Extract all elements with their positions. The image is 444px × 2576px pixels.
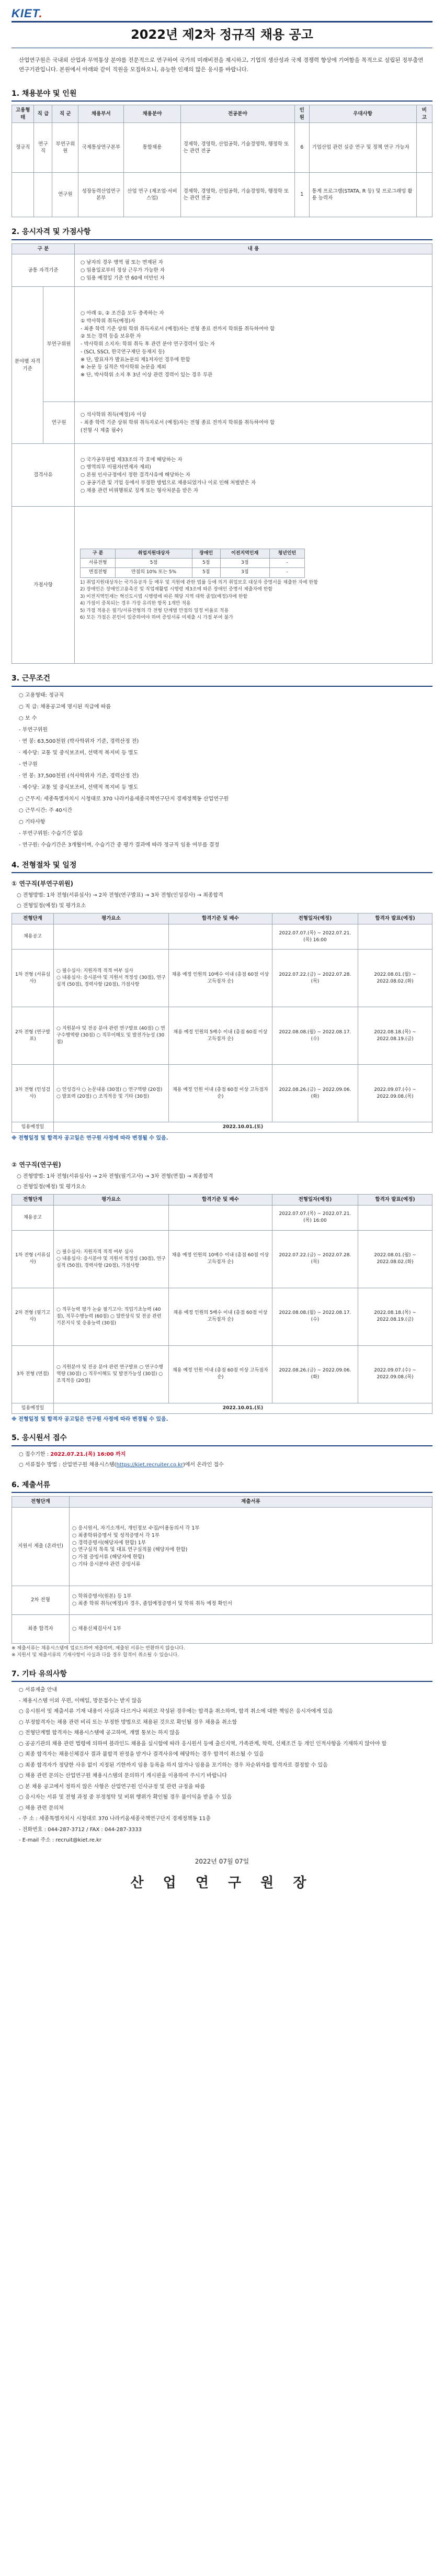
appoint-label: 임용예정일 [12,1403,54,1413]
documents-item: ○ 가점 증빙서류 (해당자에 한함) [72,1554,144,1560]
bonus-header: 취업지원대상자 [116,549,192,559]
condition-line: - 연구원: 수습기간은 3개월이며, 수습기간 중 평가 결과에 따라 정규직 임용 여부를 결정 [19,842,220,848]
step-cell-date: 2022.07.22.(금) ~ 2022.07.28.(목) [272,950,358,1007]
notes-list [12,1685,432,1846]
step-cell-eval: ○ 지원분야 및 전공 분야 관련 연구발표 (40점) ○ 연구수행역량 (30점) ○ 직무이해도 및 발전가능성 (30점) [54,1007,169,1065]
table-header: 합격기준 및 배수 [169,1195,272,1206]
step-cell-pass [169,1205,272,1230]
table-header: 전공분야 [180,105,294,123]
step-cell-eval: ○ 인성검사 ○ 논문내용 (30점) ○ 연구역량 (20점) ○ 발표력 (20점) ○ 조직적응 및 기타 (30점) [54,1065,169,1122]
note-line: ○ 최종 합격자가 정당한 사유 없이 지정된 기한까지 임용 등록을 하지 않거나 임용을 포기하는 경우 차순위자를 합격자로 결정할 수 있음 [19,1762,328,1768]
recruit-site-link[interactable]: https://kiet.recruiter.co.kr [116,1462,183,1468]
step-cell-pass: 채용 예정 인원의 5배수 이내 (총점 60점 이상 고득점자 순) [169,1007,272,1065]
step-row [12,950,432,1007]
table-header: 전형일자(예정) [272,913,358,924]
step-row [12,1205,432,1230]
field-criteria-label: 분야별 자격기준 [12,287,43,444]
conditions-list [12,690,432,851]
step-row [12,1345,432,1403]
documents-item: ○ 응시원서, 자기소개서, 개인정보 수집/이용동의서 각 1부 [72,1525,200,1531]
title-bar [12,21,432,48]
note-line: ○ 채용 관련 문의는 산업연구원 채용시스템의 문의하기 게시판을 이용하여 주시기 바랍니다 [19,1773,227,1779]
section-application [12,1433,432,1470]
process-researcher-note: ※ 전형일정 및 합격자 공고일은 연구원 사정에 따라 변경될 수 있음. [12,1416,168,1422]
step-cell-announce: 2022.08.01.(월) ~ 2022.08.02.(화) [358,1230,432,1288]
condition-line: - 연구원 [19,761,38,767]
note-line: ○ 본 채용 공고에서 정하지 않은 사항은 산업연구원 인사규정 및 관련 규정을 따름 [19,1783,205,1790]
criteria-line: - (SCI, SSCI, 한국연구재단 등재지 등) [81,349,165,355]
table-cell-group: 연구원 [52,173,78,217]
bonus-note: 2) 장애인은 장애인고용촉진 및 직업재활법 시행령 제3조에 따른 장애인 증명서 제출자에 한함 [80,587,273,592]
table-cell-note [416,123,432,173]
criteria-line: ○ 국가공무원법 제33조의 각 호에 해당하는 자 [81,456,183,463]
step-cell-announce: 2022.09.07.(수) ~ 2022.09.08.(목) [358,1345,432,1403]
appoint-label: 임용예정일 [12,1122,54,1133]
documents-note: ※ 지원서 및 제출서류의 기재사항이 사실과 다를 경우 합격이 취소될 수 있습니다. [12,1653,179,1658]
criteria-label-researcher: 연구원 [43,402,75,444]
section-title: 7. 기타 유의사항 [12,1669,432,1682]
condition-line: - 부연구위원 [19,727,48,733]
bonus-row [81,568,305,577]
table-cell-group: 부연구위원 [52,123,78,173]
criteria-line: ※ 논문 등 실적은 박사학위 논문을 제외 [81,364,166,371]
condition-line: · 연 봉: 37,500천원 (석사학위자 기준, 경력산정 전) [19,773,139,779]
note-line: - 주 소 : 세종특별자치시 시청대로 370 나라키움세종국책연구단지 경제정책동 11층 [19,1816,211,1822]
process-researcher-lines [12,1172,432,1192]
table-cell-major: 경제학, 경영학, 산업공학, 기술경영학, 행정학 또는 관련 전공 [180,123,294,173]
section-qualifications [12,227,432,664]
step-cell-eval: ○ 필수심사: 지원자격 적격 여부 심사 ○ 내용심사: 응시분야 및 지원서 적정성 (30점), 연구실적 (50점), 경력사항 (20점), 가점사항 [54,1230,169,1288]
step-cell-eval: ○ 필수심사: 지원자격 적격 여부 심사 ○ 내용심사: 응시분야 및 지원서 적정성 (30점), 연구실적 (50점), 경력사항 (20점), 가점사항 [54,950,169,1007]
table-row [12,123,432,173]
step-cell-announce [358,1205,432,1230]
bonus-cell: 5점 [116,559,192,568]
criteria-line: ○ 병역의무 미필자(면제자 제외) [81,464,151,471]
condition-line: ○ 직 급: 채용공고에 명시된 직급에 따름 [19,704,111,710]
bonus-header: 장애인 [192,549,220,559]
criteria-line: ○ 공공기관 및 기업 등에서 부정한 방법으로 채용되었거나 이로 인해 처벌받은 자 [81,479,256,486]
bonus-cell: 5점 [192,559,220,568]
page-title: 2022년 제2차 정규직 채용 공고 [131,27,313,42]
bonus-cell: - [269,559,304,568]
bonus-cell: 만점의 10% 또는 5% [116,568,192,577]
note-line: ○ 응시원서 및 제출서류 기재 내용이 사실과 다르거나 허위로 작성된 경우에는 합격을 취소하며, 합격 취소에 대한 책임은 응시자에게 있음 [19,1709,333,1715]
documents-item: ○ 채용신체검사서 1부 [72,1625,121,1632]
step-cell-stage: 1차 전형 (서류심사) [12,950,54,1007]
step-cell-stage: 2차 전형 (필기고사) [12,1288,54,1345]
step-cell-stage: 1차 전형 (서류심사) [12,1230,54,1288]
bonus-cell: - [269,568,304,577]
section-notes [12,1669,432,1846]
table-header: 전형단계 [12,1195,54,1206]
documents-table [12,1496,432,1644]
step-cell-eval [54,924,169,950]
table-cell-count: 1 [294,173,309,217]
bonus-cell: 서류전형 [81,559,116,568]
table-header: 우대사항 [309,105,416,123]
step-cell-pass: 채용 예정 인원의 10배수 이내 (총점 60점 이상 고득점자 순) [169,950,272,1007]
step-cell-date: 2022.07.07.(목) ~ 2022.07.21.(목) 16:00 [272,924,358,950]
qualifications-table [12,243,432,664]
criteria-line: - 최종 학력 기준 상위 학위 취득자로서 (예정)자는 전형 종료 전까지 학위를 취득하여야 함 [81,420,275,426]
common-criteria-label: 공통 자격기준 [12,254,75,287]
criteria-line: ○ 임용 예정일 기준 만 60세 미만인 자 [81,275,165,281]
step-row [12,1065,432,1122]
appoint-row [12,1403,432,1413]
note-line: ○ 채용 관련 문의처 [19,1805,64,1811]
step-cell-eval [54,1205,169,1230]
bonus-note: 1) 취업지원대상자는 국가유공자 등 예우 및 지원에 관한 법률 등에 의거 취업보호 대상자 증명서를 제출한 자에 한함 [80,579,318,585]
documents-row [12,1586,432,1614]
table-cell-count: 6 [294,123,309,173]
table-header: 구 분 [12,243,75,254]
step-cell-date: 2022.07.07.(목) ~ 2022.07.21.(목) 16:00 [272,1205,358,1230]
section-process [12,860,432,1424]
criteria-line: ※ 단, 발표자가 발표논문의 제1저자인 경우에 한함 [81,356,190,363]
intro-paragraph: 산업연구원은 국내외 산업과 무역통상 분야를 전문적으로 연구하여 국가의 미래비전을 제시하고, 기업의 생산성과 국제 경쟁력 향상에 기여함을 목적으로 설립된 정부출연 연구기관입니다. 본원에서 아래와 같이 직원을 모집하오니, 유능한 인재의 많은 응시를 바랍니다. [19,57,424,73]
documents-notes [12,1645,432,1659]
table-cell-type [12,173,34,217]
process-researcher-table [12,1194,432,1414]
note-line: ○ 부정합격자는 채용 관련 비리 또는 부정한 방법으로 채용된 것으로 확인될 경우 채용을 취소함 [19,1719,237,1725]
step-cell-date: 2022.08.08.(월) ~ 2022.08.17.(수) [272,1288,358,1345]
table-cell-field: 통합채용 [124,123,180,173]
bonus-cell: 면접전형 [81,568,116,577]
bonus-note: 5) 가점 적용은 필기/서류전형의 각 전형 단계별 만점의 일정 비율로 적용 [80,608,229,614]
bonus-note: 6) 모든 가점은 본인이 입증하여야 하며 증빙서류 미제출 시 가점 부여 불가 [80,615,233,620]
bonus-header: 구 분 [81,549,116,559]
process-senior-table [12,913,432,1133]
criteria-line: ○ 임용일로부터 정상 근무가 가능한 자 [81,267,165,274]
note-line: - E-mail 주소 : recruit@kiet.re.kr [19,1837,102,1844]
step-cell-eval: ○ 직무능력 평가 논술 필기고사: 직업기초능력 (40점), 직무수행능력 (60점) ○ 일반상식 및 전공 관련 기본지식 및 응용능력 (30점) [54,1288,169,1345]
note-line: ○ 공공기관의 채용 관련 법령에 의하여 블라인드 채용을 실시함에 따라 응시원서 등에 출신지역, 가족관계, 학력, 신체조건 등 개인 인적사항을 기재하지 않아야 함 [19,1741,387,1747]
documents-item: ○ 기타 응시분야 관련 증빙서류 [72,1561,141,1567]
bonus-cell: 3점 [220,559,269,568]
bonus-cell: 5점 [192,568,220,577]
bonus-note: 3) 이전지역인재는 혁신도시법 시행령에 따른 해당 지역 대학 졸업(예정)자에 한함 [80,594,248,599]
table-cell-pref: 통계 프로그램(STATA, R 등) 및 프로그래밍 활용 능력자 [309,173,416,217]
table-header: 고용형태 [12,105,34,123]
criteria-label-senior: 부연구위원 [43,287,75,402]
deadline-line: ○ 접수기한 : 2022.07.21.(목) 16:00 까지 [19,1451,126,1457]
process-line: ○ 전형일정(예정) 및 평가요소 [17,903,86,909]
step-cell-pass: 채용 예정 인원 이내 (총점 60점 이상 고득점자 순) [169,1345,272,1403]
section-title: 4. 전형절차 및 일정 [12,860,432,873]
step-cell-announce: 2022.09.07.(수) ~ 2022.09.08.(목) [358,1065,432,1122]
criteria-line: - 박사학위 소지자: 학위 취득 후 관련 분야 연구경력이 있는 자 [81,341,215,348]
section-title: 2. 응시자격 및 가점사항 [12,227,432,240]
step-cell-announce [358,924,432,950]
step-cell-stage: 채용공고 [12,1205,54,1230]
condition-line: · 제수당: 교통 및 중식보조비, 선택적 복지비 등 별도 [19,784,139,790]
criteria-line: ○ 남자의 경우 병역 필 또는 면제된 자 [81,260,163,266]
table-header: 채용분야 [124,105,180,123]
step-cell-stage: 채용공고 [12,924,54,950]
bonus-cell: 3점 [220,568,269,577]
issuer-name: 산 업 연 구 원 장 [130,1875,314,1891]
table-header: 전형단계 [12,1497,70,1508]
process-line: ○ 전형방법: 1차 전형(서류심사) → 2차 전형(필기고사) → 3차 전형(면접) → 최종합격 [17,1174,213,1180]
bonus-notes [80,579,427,622]
deadline-value: 2022.07.21.(목) 16:00 까지 [50,1451,126,1457]
table-header: 채용부서 [78,105,124,123]
step-cell-announce: 2022.08.01.(월) ~ 2022.08.02.(화) [358,950,432,1007]
criteria-line: ① 박사학위 취득(예정)자 [81,318,135,324]
table-header: 직 급 [34,105,52,123]
documents-stage: 최종 합격자 [12,1614,70,1643]
documents-note: ※ 제출서류는 채용시스템에 업로드하여 제출하며, 제출된 서류는 반환하지 않습니다. [12,1645,185,1651]
table-cell-grade [34,173,52,217]
table-header: 비 고 [416,105,432,123]
table-header: 합격기준 및 배수 [169,913,272,924]
bonus-note: 4) 가점이 중복되는 경우 가장 유리한 항목 1개만 적용 [80,601,191,606]
bonus-label: 가점사항 [12,507,75,664]
step-cell-announce: 2022.08.18.(목) ~ 2022.08.19.(금) [358,1007,432,1065]
step-cell-pass [169,924,272,950]
table-cell-field: 산업 연구 (제조업·서비스업) [124,173,180,217]
table-header: 합격자 발표(예정) [358,1195,432,1206]
note-line: ○ 응시자는 서류 및 전형 과정 중 부정청탁 및 비위 행위가 확인될 경우 불이익을 받을 수 있음 [19,1794,232,1801]
table-cell-dept: 성장동력산업연구본부 [78,173,124,217]
step-cell-pass: 채용 예정 인원의 10배수 이내 (총점 60점 이상 고득점자 순) [169,1230,272,1288]
section-documents [12,1480,432,1659]
section-title: 6. 제출서류 [12,1480,432,1493]
step-cell-stage: 3차 전형 (인성검사) [12,1065,54,1122]
step-row [12,1288,432,1345]
section-conditions [12,673,432,850]
bonus-row [81,559,305,568]
section-title: 5. 응시원서 접수 [12,1433,432,1446]
condition-line: ○ 고용형태: 정규직 [19,692,64,698]
table-row [12,173,432,217]
step-cell-stage: 2차 전형 (연구발표) [12,1007,54,1065]
documents-items [70,1586,432,1614]
appoint-value: 2022.10.01.(토) [54,1403,432,1413]
condition-line: - 부연구위원: 수습기간 없음 [19,830,83,837]
disqualification-list [77,456,429,495]
criteria-line: ※ 단, 박사학위 소지 후 3년 이상 관련 경력이 있는 경우 무관 [81,372,213,378]
documents-items [70,1614,432,1643]
documents-stage: 2차 전형 [12,1586,70,1614]
step-cell-pass: 채용 예정 인원 이내 (총점 60점 이상 고득점자 순) [169,1065,272,1122]
table-cell-type: 정규직 [12,123,34,173]
bonus-header: 청년인턴 [269,549,304,559]
step-cell-pass: 채용 예정 인원의 5배수 이내 (총점 60점 이상 고득점자 순) [169,1288,272,1345]
process-senior-lines [12,890,432,911]
criteria-line: ○ 본원 인사규정에서 정한 결격사유에 해당하는 자 [81,472,190,478]
criteria-line: ② 또는 경력 등을 보유한 자 [81,333,141,340]
note-line: - 채용시스템 이외 우편, 이메일, 방문접수는 받지 않음 [19,1698,142,1704]
condition-line: ○ 근무시간: 주 40시간 [19,807,72,813]
issue-date: 2022년 07월 07일 [195,1857,249,1865]
senior-criteria-list [77,310,429,379]
criteria-line: (전형 시 제출 필수) [81,427,123,433]
step-row [12,1007,432,1065]
section-positions [12,88,432,218]
kiet-logo: KIET. [12,7,43,20]
table-header: 내 용 [75,243,432,254]
step-row [12,1230,432,1288]
appoint-value: 2022.10.01.(토) [54,1122,432,1133]
condition-line: · 연 봉: 63,500천원 (박사학위자 기준, 경력산정 전) [19,738,139,744]
step-cell-eval: ○ 지원분야 및 전공 분야 관련 연구발표 ○ 연구수행역량 (30점) ○ 직무이해도 및 발전가능성 (30점) ○ 조직적응 (20점) [54,1345,169,1403]
note-line: ○ 서류제출 안내 [19,1687,58,1693]
section-title: 1. 채용분야 및 인원 [12,88,432,102]
common-criteria-list [77,259,429,282]
bonus-table [80,549,305,577]
step-cell-announce: 2022.08.18.(목) ~ 2022.08.19.(금) [358,1288,432,1345]
table-cell-dept: 국제통상연구본부 [78,123,124,173]
condition-line: · 제수당: 교통 및 중식보조비, 선택적 복지비 등 별도 [19,750,139,756]
appoint-row [12,1122,432,1133]
step-row [12,924,432,950]
section-title: 3. 근무조건 [12,673,432,686]
process-researcher-title: ② 연구직(연구원) [12,1161,61,1168]
documents-item: ○ 최종 학위 취득(예정)자 경우, 졸업예정증명서 및 학위 취득 예정 확인서 [72,1600,232,1607]
documents-item: ○ 연구실적 목록 및 대표 연구실적물 (해당자에 한함) [72,1547,188,1553]
table-cell-note [416,173,432,217]
table-cell-grade: 연구직 [34,123,52,173]
table-header: 평가요소 [54,1195,169,1206]
bonus-header: 이전지역인재 [220,549,269,559]
documents-row [12,1507,432,1586]
step-cell-date: 2022.08.08.(월) ~ 2022.08.17.(수) [272,1007,358,1065]
condition-line: ○ 보 수 [19,715,37,721]
table-cell-pref: 기업산업 관련 실증 연구 및 정책 연구 가능자 [309,123,416,173]
process-line: ○ 전형방법: 1차 전형(서류심사) → 2차 전형(연구발표) → 3차 전형(인성검사) → 최종합격 [17,893,223,899]
table-header: 제출서류 [70,1497,432,1508]
documents-item: ○ 경력증명서(해당자에 한함) 1부 [72,1540,146,1546]
criteria-line: ○ 석사학위 취득(예정)자 이상 [81,412,146,418]
table-header: 평가요소 [54,913,169,924]
positions-table [12,105,432,218]
table-header: 전형일자(예정) [272,1195,358,1206]
table-header: 인원 [294,105,309,123]
documents-stage: 지원서 제출 (온라인) [12,1507,70,1586]
table-header: 직 군 [52,105,78,123]
disqualification-label: 결격사유 [12,444,75,507]
researcher-criteria-list [77,411,429,434]
condition-line: ○ 기타사항 [19,819,45,825]
step-cell-date: 2022.07.22.(금) ~ 2022.07.28.(목) [272,1230,358,1288]
method-line: ○ 서류접수 방법 : 산업연구원 채용시스템(https://kiet.recruiter.co.kr)에서 온라인 접수 [19,1462,224,1468]
condition-line: ○ 근무지: 세종특별자치시 시청대로 370 나라키움세종국책연구단지 경제정책동 산업연구원 [19,796,229,802]
process-line: ○ 전형일정(예정) 및 평가요소 [17,1184,86,1190]
step-cell-stage: 3차 전형 (면접) [12,1345,54,1403]
criteria-line: ○ 아래 ①, ② 조건을 모두 충족하는 자 [81,310,164,316]
step-cell-date: 2022.08.26.(금) ~ 2022.09.06.(화) [272,1065,358,1122]
note-line: ○ 최종 합격자는 채용신체검사 결과 불합격 판정을 받거나 결격사유에 해당하는 경우 합격이 취소될 수 있음 [19,1752,264,1758]
criteria-line: ○ 채용 관련 비위행위로 징계 또는 형사처분을 받은 자 [81,487,199,494]
documents-items [70,1507,432,1586]
note-line: - 전화번호 : 044-287-3712 / FAX : 044-287-3333 [19,1826,142,1833]
criteria-line: - 최종 학력 기준 상위 학위 취득자로서 (예정)자는 전형 종료 전까지 학위를 취득하여야 함 [81,326,275,332]
documents-row [12,1614,432,1643]
step-cell-date: 2022.08.26.(금) ~ 2022.09.06.(화) [272,1345,358,1403]
process-senior-title: ① 연구직(부연구위원) [12,880,74,888]
documents-item: ○ 학위증명서(원본) 등 1부 [72,1593,132,1600]
note-line: ○ 전형단계별 합격자는 채용시스템에 공고하며, 개별 통보는 하지 않음 [19,1730,180,1736]
table-header: 전형단계 [12,913,54,924]
table-cell-major: 경제학, 경영학, 산업공학, 기술경영학, 행정학 또는 관련 전공 [180,173,294,217]
process-senior-note: ※ 전형일정 및 합격자 공고일은 연구원 사정에 따라 변경될 수 있음. [12,1135,168,1142]
table-header: 합격자 발표(예정) [358,913,432,924]
documents-item: ○ 최종학위증명서 및 성적증명서 각 1부 [72,1532,160,1538]
